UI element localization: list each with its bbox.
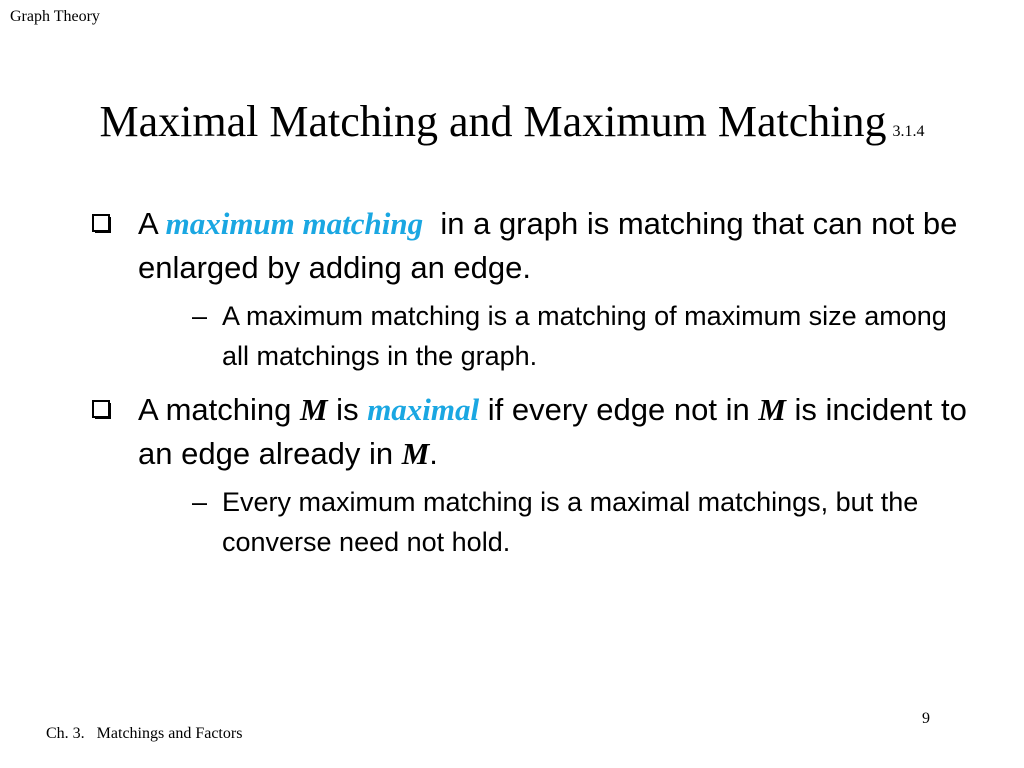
sub-bullet-converse	[192, 482, 968, 562]
bullet-text: is	[327, 392, 368, 427]
variable-m: M	[401, 436, 430, 471]
bullet-text: A matching	[138, 392, 300, 427]
bullet-text: in a graph is matching that can not be enlarged by adding an edge.	[138, 206, 966, 285]
slide-title-text: Maximal Matching and Maximum Matching	[99, 97, 887, 146]
square-bullet-icon	[92, 400, 114, 422]
bullet-text: is incident to an edge already in	[138, 392, 976, 471]
bullet-text: A	[138, 206, 166, 241]
footer-chapter: Ch. 3. Matchings and Factors	[46, 725, 243, 742]
term-maximal: maximal	[367, 392, 480, 427]
slide-title	[0, 96, 1024, 158]
slide-body	[88, 202, 976, 574]
section-reference: 3.1.4	[892, 123, 925, 140]
variable-m: M	[299, 392, 328, 427]
page-number: 9	[922, 710, 930, 727]
sub-bullet-maximum-definition	[192, 296, 968, 376]
bullet-text: if every edge not in	[479, 392, 759, 427]
term-maximum-matching: maximum matching	[165, 206, 424, 241]
variable-m: M	[758, 392, 786, 427]
dash-bullet-icon: –	[192, 487, 208, 517]
course-label: Graph Theory	[10, 8, 100, 25]
dash-bullet-icon: –	[192, 301, 208, 331]
bullet-text: .	[429, 436, 438, 471]
sub-bullet-text: Every maximum matching is a maximal matchings, but the converse need not hold.	[222, 487, 919, 557]
bullet-maximum-matching	[88, 202, 968, 290]
bullet-maximal-matching	[88, 388, 976, 476]
sub-bullet-text: A maximum matching is a matching of maximum size among all matchings in the graph.	[222, 301, 947, 371]
square-bullet-icon	[92, 214, 114, 236]
